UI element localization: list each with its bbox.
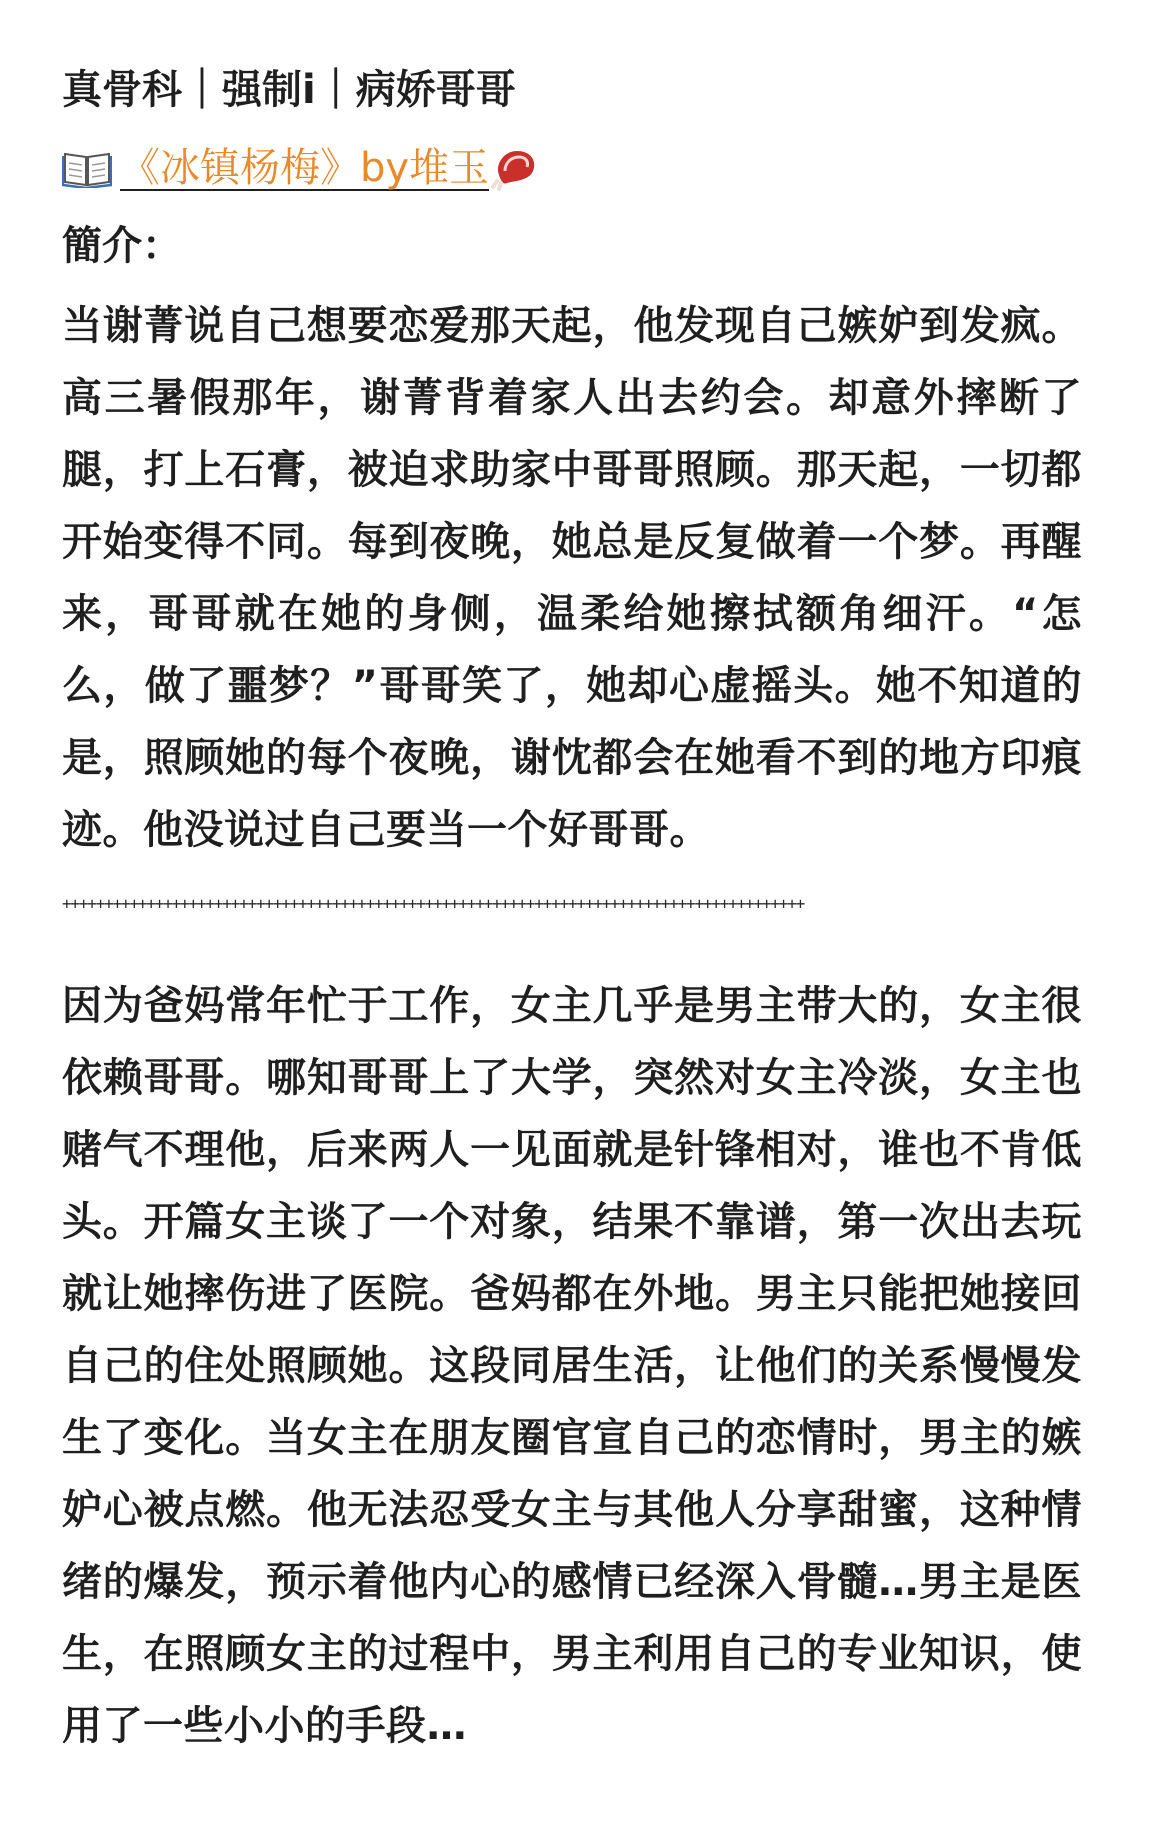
intro-label: 簡介： [62, 223, 182, 269]
post-content [62, 58, 1082, 1762]
plus-divider: ++++++++++++++++++++++++++++++++++++++++++++++++++++++++++++++++++++++++++++++++++++++++ [62, 894, 805, 913]
open-book-icon [62, 148, 112, 188]
tags-line: 真骨科｜强制i｜病娇哥哥 [62, 67, 516, 113]
review-paragraph: 因为爸妈常年忙于工作，女主几乎是男主带大的，女主很依赖哥哥。哪知哥哥上了大学，突然对女主冷淡，女主也赌气不理他，后来两人一见面就是针锋相对，谁也不肯低头。开篇女主谈了一个对象，结果不靠谱，第一次出去玩就让她摔伤进了医院。爸妈都在外地。男主只能把她接回自己的住处照顾她。这段同居生活，让他们的关系慢慢发生了变化。当女主在朋友圈官宣自己的恋情时，男主的嫉妒心被点燃。他无法忍受女主与其他人分享甜蜜，这种情绪的爆发，预示着他内心的感情已经深入骨髓…男主是医生，在照顾女主的过程中，男主利用自己的专业知识，使用了一些小小的手段… [62, 983, 1082, 1749]
synopsis-paragraph: 当谢菁说自己想要恋爱那天起，他发现自己嫉妒到发疯。高三暑假那年，谢菁背着家人出去约会。却意外摔断了腿，打上石膏，被迫求助家中哥哥照顾。那天起，一切都开始变得不同。每到夜晚，她总是反复做着一个梦。再醒来，哥哥就在她的身侧，温柔给她擦拭额角细汗。“怎么，做了噩梦？”哥哥笑了，她却心虚摇头。她不知道的是，照顾她的每个夜晚，谢忱都会在她看不到的地方印痕迹。他没说过自己要当一个好哥哥。 [62, 303, 1082, 853]
book-title-link[interactable]: 《冰镇杨梅》by堆玉 [120, 145, 490, 191]
meat-icon [491, 145, 541, 191]
book-title-line [62, 136, 1082, 200]
